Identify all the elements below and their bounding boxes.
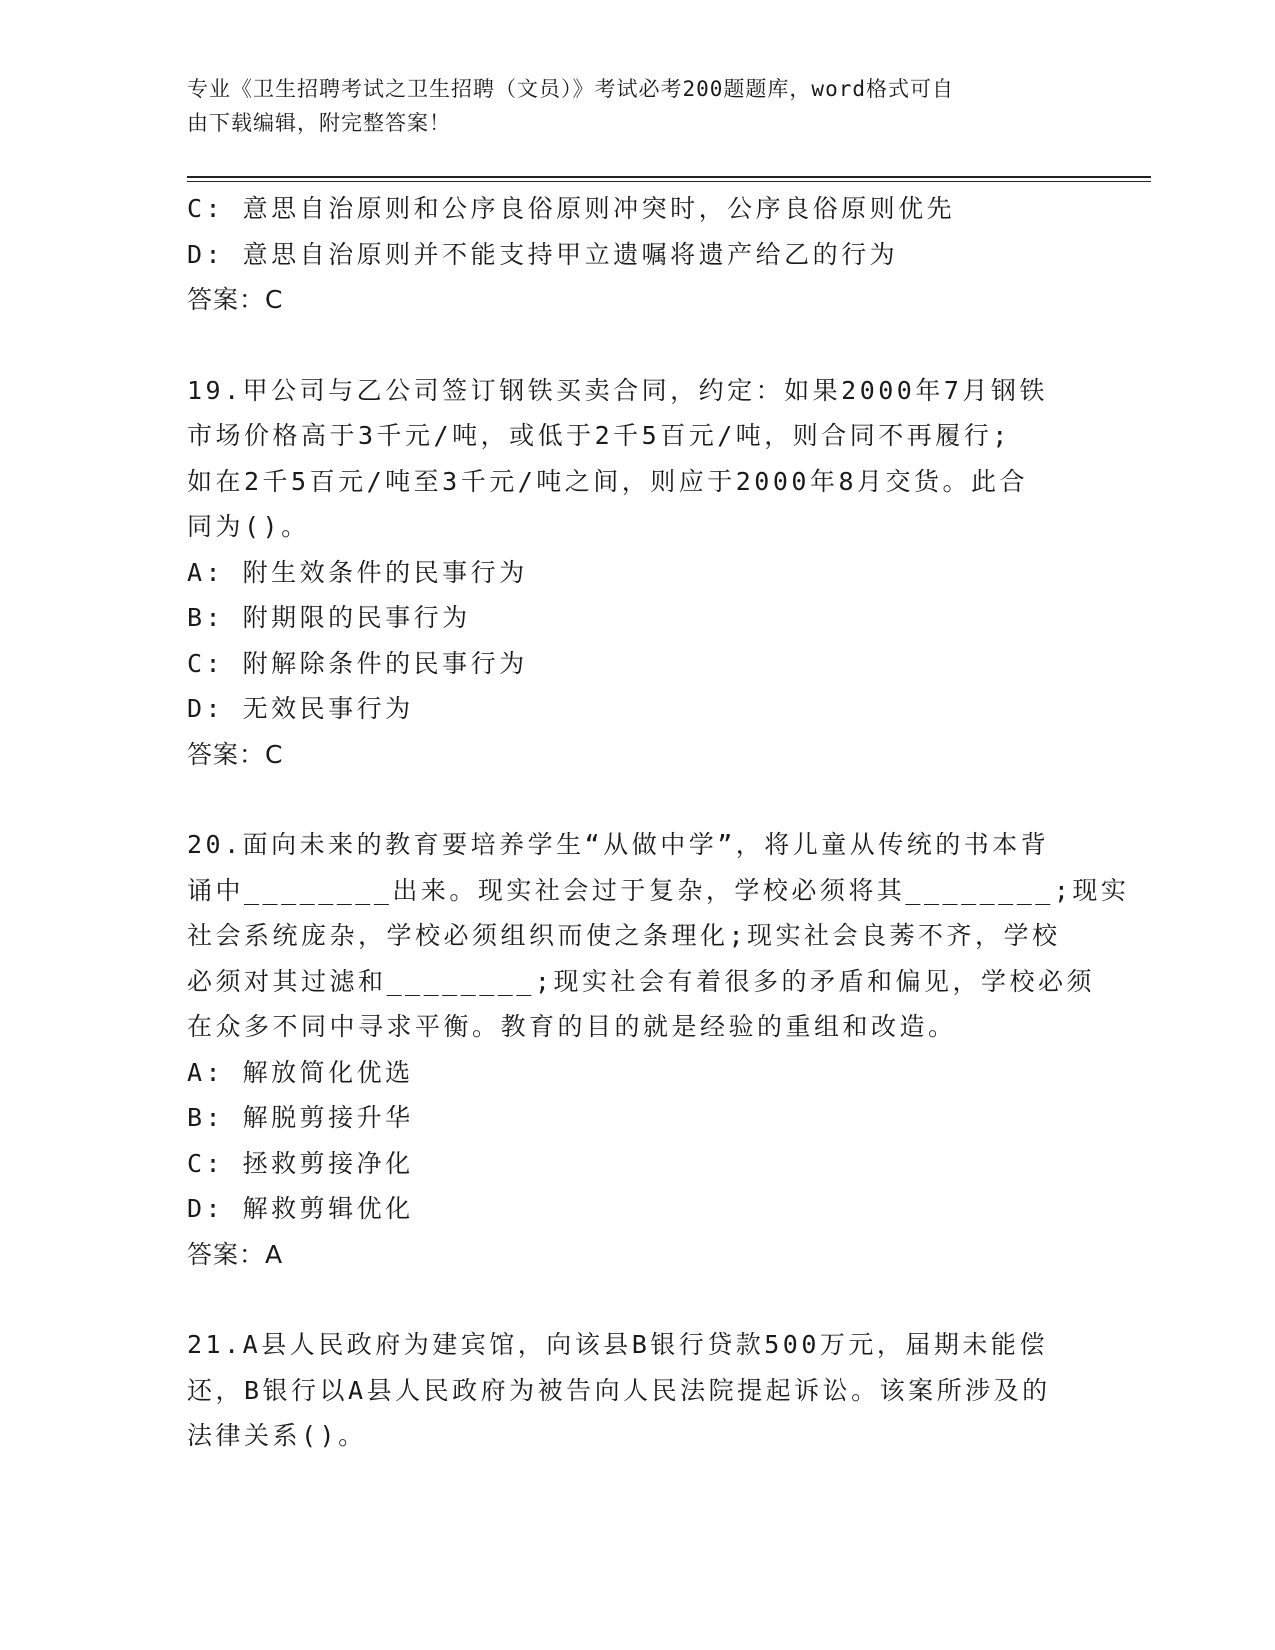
question-21-line: 法律关系()。 [187,1421,367,1450]
spacer [187,777,1067,822]
question-20-option-d: D: 解救剪辑优化 [187,1194,414,1223]
question-19-option-c: C: 附解除条件的民事行为 [187,648,528,678]
question-19 [187,368,1067,778]
question-content [187,186,1130,1459]
spacer [187,1277,1067,1322]
question-20-line: 20.面向未来的教育要培养学生“从做中学”，将儿童从传统的书本背 [187,830,1050,859]
question-20-answer: 答案：A [187,1239,284,1269]
question-19-line: 19.甲公司与乙公司签订钢铁买卖合同，约定：如果2000年7月钢铁 [187,375,1048,405]
question-20-line: 社会系统庞杂，学校必须组织而使之条理化;现实社会良莠不齐，学校 [187,921,1061,950]
prev-option-d: D: 意思自治原则并不能支持甲立遗嘱将遗产给乙的行为 [187,239,899,269]
header-divider-thin [187,181,1151,182]
header-line-2: 由下载编辑，附完整答案！ [187,111,451,135]
question-20-line: 在众多不同中寻求平衡。教育的目的就是经验的重组和改造。 [187,1012,957,1041]
document-header [187,72,1067,140]
prev-answer: 答案：C [187,285,284,314]
question-19-line: 同为()。 [187,512,310,541]
question-19-line: 市场价格高于3千元/吨，或低于2千5百元/吨，则合同不再履行; [187,421,1011,450]
question-20-option-b: B: 解脱剪接升华 [187,1103,414,1132]
spacer [187,323,1067,368]
prev-option-c: C: 意思自治原则和公序良俗原则冲突时，公序良俗原则优先 [187,194,956,223]
question-20-option-c: C: 拯救剪接净化 [187,1148,414,1178]
question-20-line: 必须对其过滤和________;现实社会有着很多的矛盾和偏见，学校必须 [187,966,1095,996]
question-21 [187,1322,1067,1459]
question-19-option-a: A: 附生效条件的民事行为 [187,557,528,587]
question-19-option-d: D: 无效民事行为 [187,694,414,723]
question-20-line: 诵中________出来。现实社会过于复杂，学校必须将其________;现实 [187,875,1130,905]
question-21-line: 21.A县人民政府为建宾馆，向该县B银行贷款500万元，届期未能偿 [187,1330,1048,1359]
question-19-answer: 答案：C [187,739,284,769]
question-20 [187,822,1130,1277]
header-line-1: 专业《卫生招聘考试之卫生招聘（文员）》考试必考200题题库，word格式可自 [187,77,954,101]
header-divider-thick [187,176,1151,178]
question-21-line: 还，B银行以A县人民政府为被告向人民法院提起诉讼。该案所涉及的 [187,1375,1051,1405]
question-20-option-a: A: 解放简化优选 [187,1057,414,1087]
question-19-line: 如在2千5百元/吨至3千元/吨之间，则应于2000年8月交货。此合 [187,466,1029,496]
question-19-option-b: B: 附期限的民事行为 [187,603,471,632]
